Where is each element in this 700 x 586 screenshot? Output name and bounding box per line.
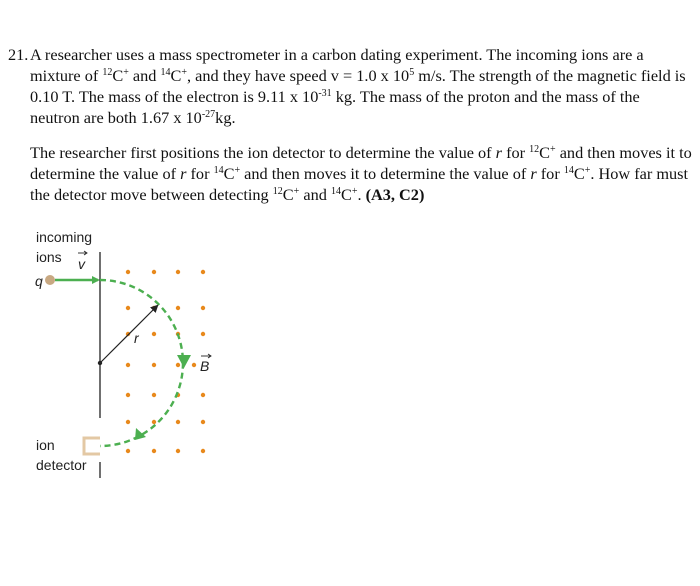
field-dot	[152, 420, 156, 424]
magnetic-field-label: B	[200, 358, 210, 374]
text-segment: A researcher uses a mass spectrometer in a carbon dating experiment. The incoming ions are a mixture of	[30, 45, 644, 85]
text-segment: and	[128, 66, 161, 85]
text-segment: , and they have speed v = 1.0 x 10	[187, 66, 410, 85]
field-dot	[176, 420, 180, 424]
superscript: 14	[160, 67, 171, 78]
problem-number: 21.	[8, 45, 29, 64]
semicircle-ion-path	[100, 280, 183, 446]
incoming-label: incoming	[36, 229, 93, 245]
field-dot	[176, 270, 180, 274]
variable-r: r	[495, 143, 502, 162]
field-dot	[176, 449, 180, 453]
field-dot	[201, 393, 205, 397]
field-dot	[152, 363, 156, 367]
field-dot	[152, 393, 156, 397]
field-dot	[201, 306, 205, 310]
text-segment: for	[536, 164, 564, 183]
superscript: +	[123, 67, 129, 78]
superscript: 14	[213, 165, 224, 176]
ion-particle	[45, 275, 55, 285]
field-dot	[201, 332, 205, 336]
field-dot	[152, 270, 156, 274]
superscript: 12	[529, 144, 540, 155]
superscript: -27	[201, 109, 216, 120]
superscript: 5	[409, 67, 415, 78]
superscript: +	[584, 165, 591, 176]
text-segment: C	[170, 66, 182, 85]
text-segment: .	[357, 185, 366, 204]
ion-label: ion	[36, 437, 55, 453]
text-segment: C	[282, 185, 294, 204]
superscript: 14	[563, 165, 574, 176]
superscript: -31	[318, 88, 332, 99]
field-dot	[176, 363, 180, 367]
ions-label: ions	[36, 249, 62, 265]
variable-r: r	[180, 164, 187, 183]
field-dot	[201, 449, 205, 453]
text-segment: and then moves it to determine the value of	[30, 143, 692, 183]
radius-label: r	[134, 330, 139, 346]
text-segment: m/s. The strength of the magnetic field is 0.10 T. The mass of the electron is 9.11 x 10	[30, 66, 686, 106]
field-dot	[176, 306, 180, 310]
detector-label: detector	[36, 457, 87, 473]
magnetic-field-dots	[126, 270, 205, 453]
text-segment: . How far must the detector move between detecting	[30, 164, 688, 204]
field-dot	[126, 306, 130, 310]
superscript: +	[293, 186, 300, 197]
radius-arrow	[100, 306, 157, 363]
superscript: +	[351, 186, 358, 197]
field-dot	[126, 420, 130, 424]
field-dot	[126, 363, 130, 367]
superscript: 14	[330, 186, 341, 197]
text-segment: C	[112, 66, 124, 85]
b-field-dot	[192, 363, 196, 367]
text-segment: C	[573, 164, 585, 183]
superscript: +	[234, 165, 241, 176]
superscript: 12	[272, 186, 283, 197]
field-dot	[126, 270, 130, 274]
charge-label: q	[35, 273, 43, 289]
field-dot	[201, 420, 205, 424]
superscript: +	[550, 144, 556, 155]
field-dot	[126, 449, 130, 453]
field-dot	[152, 449, 156, 453]
outcome-codes: (A3, C2)	[365, 185, 425, 204]
ion-detector-box	[84, 438, 100, 454]
superscript: 12	[102, 67, 113, 78]
field-dot	[126, 393, 130, 397]
text-segment: The researcher first positions the ion detector to determine the value of	[30, 143, 496, 162]
text-segment: C	[539, 143, 550, 162]
variable-r: r	[530, 164, 537, 183]
text-segment: kg.	[215, 108, 236, 127]
text-segment: and	[299, 185, 331, 204]
velocity-label: v	[78, 256, 85, 272]
text-segment: and then moves it to determine the value of	[240, 164, 531, 183]
field-dot	[201, 270, 205, 274]
text-segment: kg. The mass of the proton and the mass of the neutron are both 1.67 x 10	[30, 87, 640, 127]
superscript: +	[181, 67, 188, 78]
field-dot	[152, 332, 156, 336]
text-segment: for	[502, 143, 530, 162]
text-segment: for	[186, 164, 214, 183]
text-segment: C	[340, 185, 352, 204]
text-segment: C	[223, 164, 235, 183]
